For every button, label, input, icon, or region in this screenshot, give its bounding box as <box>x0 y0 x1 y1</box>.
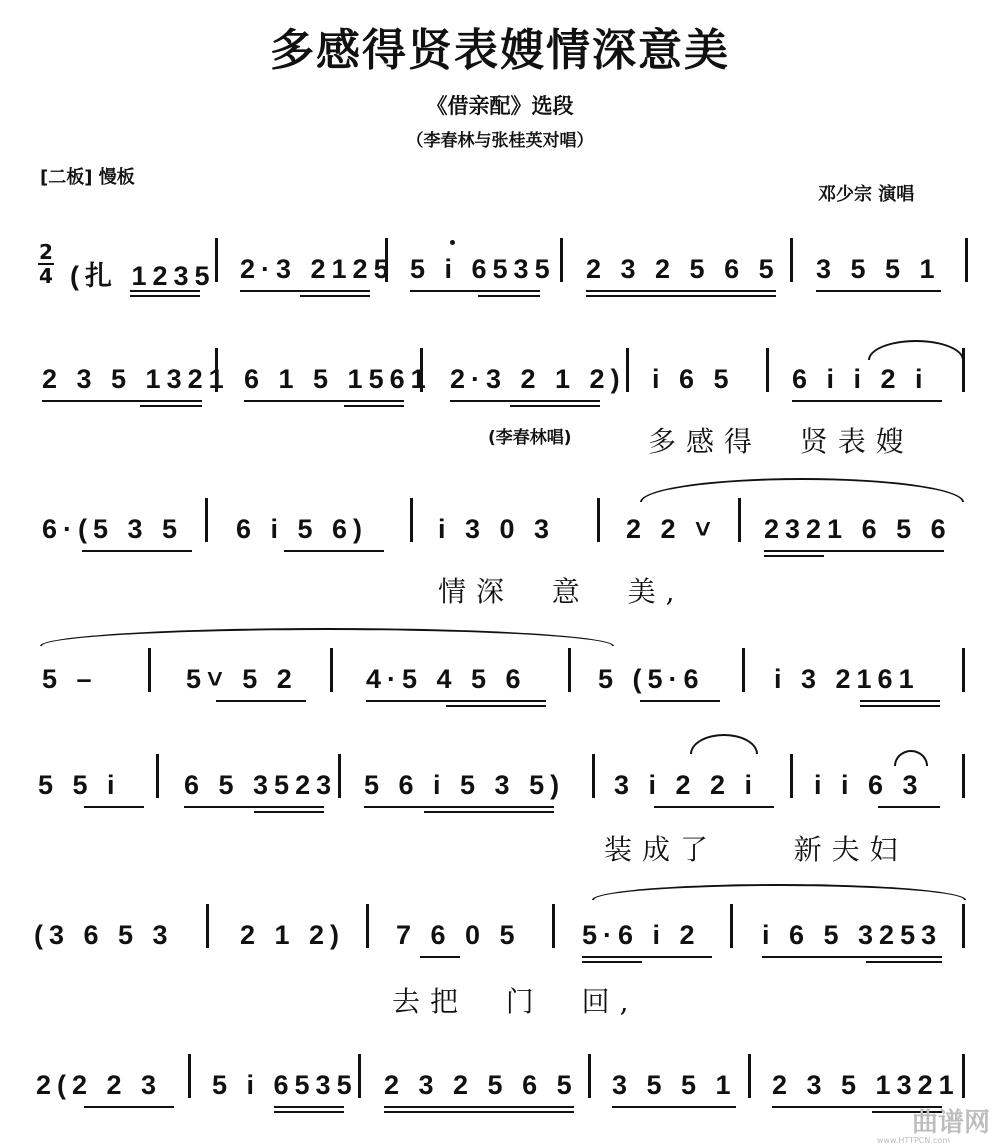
measure: 5 5 i <box>38 770 121 800</box>
barline <box>730 904 733 948</box>
barline <box>962 1054 965 1098</box>
barline <box>338 754 341 798</box>
measure: 2 2 ˅ <box>626 514 717 544</box>
lyric-line: 情深 意 美, <box>438 575 685 608</box>
barline <box>206 904 209 948</box>
measure: 6 i 5 6) <box>236 514 369 544</box>
measure: (3 6 5 3 <box>34 920 174 950</box>
barline <box>568 648 571 692</box>
measure: 2 3 2 5 6 5 <box>384 1070 578 1100</box>
measure: i 6 5 <box>652 364 735 394</box>
barline <box>592 754 595 798</box>
barline <box>962 904 965 948</box>
measure: 2·3 2 1 2) <box>450 364 626 394</box>
measure: i i 6 3 <box>814 770 924 800</box>
barline <box>560 238 563 282</box>
barline <box>742 648 745 692</box>
barline <box>358 1054 361 1098</box>
barline <box>215 238 218 282</box>
barline <box>962 754 965 798</box>
measure: 5·6 i 2 <box>582 920 701 950</box>
subtitle: 《借亲配》选段 <box>426 93 574 118</box>
barline <box>738 498 741 542</box>
measure: 6·(5 3 5 <box>42 514 184 544</box>
time-signature <box>38 242 54 286</box>
measure: 6 i i 2 i <box>792 364 929 394</box>
barline <box>962 648 965 692</box>
barline <box>330 648 333 692</box>
barline <box>205 498 208 542</box>
measure: 5 i 6535 <box>212 1070 358 1100</box>
measure: 5 i 6535 <box>410 254 556 284</box>
measure: i 3 2161 <box>774 664 920 694</box>
measure: i 6 5 3253 <box>762 920 943 950</box>
measure: 6 1 5 1561 <box>244 364 432 394</box>
barline <box>385 238 388 282</box>
measure: 3 5 5 1 <box>612 1070 737 1100</box>
measure: 5˅ 5 2 <box>186 664 298 694</box>
measure: 2 3 5 1321 <box>772 1070 960 1100</box>
barline <box>965 238 968 282</box>
barline <box>215 348 218 392</box>
barline <box>748 1054 751 1098</box>
measure: 7 6 0 5 <box>396 920 521 950</box>
barline <box>588 1054 591 1098</box>
lyric-line: 多感得 贤表嫂 <box>648 425 914 458</box>
barline <box>790 754 793 798</box>
barline <box>766 348 769 392</box>
measure: (扎 1235 <box>70 261 216 291</box>
barline <box>420 348 423 392</box>
barline <box>156 754 159 798</box>
measure: 2 1 2) <box>240 920 346 950</box>
measure: 4·5 4 5 6 <box>366 664 527 694</box>
barline <box>188 1054 191 1098</box>
lyric-line: 装成了 新夫妇 <box>604 833 908 866</box>
subtitle-singers: （李春林与张桂英对唱） <box>406 131 594 151</box>
measure: 5 6 i 5 3 5) <box>364 770 566 800</box>
singer-tag: (李春林唱) <box>488 428 572 448</box>
measure: 5 – <box>42 664 98 694</box>
tempo-marking: [二板] 慢板 <box>40 167 135 188</box>
barline <box>552 904 555 948</box>
barline <box>626 348 629 392</box>
lyric-line: 去把 门 回, <box>392 985 639 1018</box>
measure: 2 3 2 5 6 5 <box>586 254 780 284</box>
site-watermark: 曲谱网 <box>911 1107 990 1137</box>
measure: 5 (5·6 <box>598 664 705 694</box>
measure: 2321 6 5 6 <box>764 514 952 544</box>
measure: 3 i 2 2 i <box>614 770 759 800</box>
barline <box>410 498 413 542</box>
performer-credit: 邓少宗 演唱 <box>818 184 915 205</box>
measure: 2 3 5 1321 <box>42 364 230 394</box>
time-signature-bottom: 4 <box>39 264 53 288</box>
measure: 3 5 5 1 <box>816 254 941 284</box>
measure: 2(2 2 3 <box>36 1070 163 1100</box>
barline <box>790 238 793 282</box>
page-title: 多感得贤表嫂情深意美 <box>270 25 730 76</box>
measure: 6 5 3523 <box>184 770 338 800</box>
barline <box>597 498 600 542</box>
measure: 2·3 2125 <box>240 254 395 284</box>
measure: i 3 0 3 <box>438 514 556 544</box>
barline <box>366 904 369 948</box>
barline <box>148 648 151 692</box>
site-watermark-url: www.HTTPCN.com <box>876 1136 950 1145</box>
time-signature-top: 2 <box>39 240 53 264</box>
